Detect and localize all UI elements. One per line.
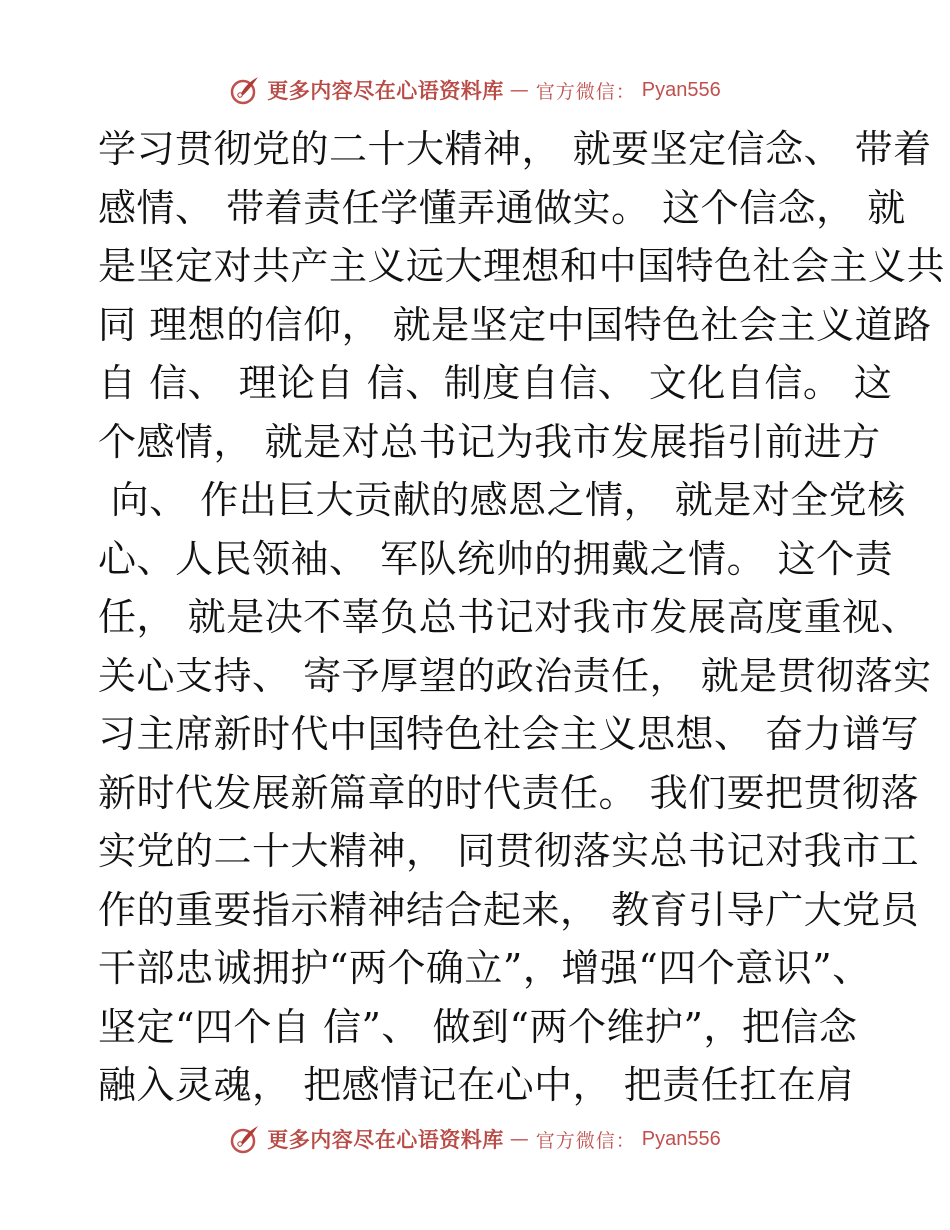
wechat-id: Pyan556 [641, 78, 721, 101]
text-line: 是坚定对共产主义远大理想和中国特色社会主义共 [98, 244, 946, 288]
wechat-label: 官方微信： [535, 80, 636, 103]
text-line: 心、人民领袖、 军队统帅的拥戴之情。 这个责 [98, 536, 894, 581]
text-line: 任， 就是决不辜负总书记对我市发展高度重视、 [98, 595, 920, 639]
text-line: 学习贯彻党的二十大精神， 就要坚定信念、 带着 [98, 127, 932, 171]
text-line: 自 信、 理论自 信、制度自信、 文化自信。 这 [98, 361, 893, 405]
text-line: 关心支持、 寄予厚望的政治责任， 就是贯彻落实 [98, 653, 932, 698]
text-line: 向、 作出巨大贡献的感恩之情， 就是对全党核 [98, 478, 906, 522]
feather-pen-logo-icon [229, 1123, 261, 1155]
text-line: 干部忠诚拥护“两个确立”，增强“四个意识”、 [98, 946, 871, 990]
separator: — [509, 79, 530, 101]
text-line: 新时代发展新篇章的时代责任。 我们要把贯彻落 [98, 770, 920, 815]
brand-text: 更多内容尽在心语资料库 [267, 78, 504, 103]
separator: — [509, 1128, 530, 1150]
text-line: 作的重要指示精神结合起来， 教育引导广大党员 [98, 887, 920, 932]
text-line: 习主席新时代中国特色社会主义思想、 奋力谱写 [98, 712, 920, 756]
wechat-id: Pyan556 [641, 1127, 721, 1150]
text-line: 同 理想的信仰， 就是坚定中国特色社会主义道路 [98, 302, 932, 347]
text-line: 感情、 带着责任学懂弄通做实。 这个信念， 就 [98, 185, 906, 230]
feather-pen-logo-icon [229, 74, 261, 106]
text-line: 个感情， 就是对总书记为我市发展指引前进方 [98, 419, 881, 464]
text-line: 实党的二十大精神， 同贯彻落实总书记对我市工 [98, 829, 920, 873]
brand-text: 更多内容尽在心语资料库 [267, 1127, 504, 1152]
wechat-label: 官方微信： [535, 1129, 636, 1152]
document-body [98, 120, 946, 1115]
footer-banner [0, 1119, 950, 1159]
text-line: 坚定“四个自 信”、 做到“两个维护”，把信念 [98, 1004, 858, 1049]
header-banner [0, 70, 950, 110]
text-line: 融入灵魂， 把感情记在心中， 把责任扛在肩 [98, 1063, 855, 1107]
